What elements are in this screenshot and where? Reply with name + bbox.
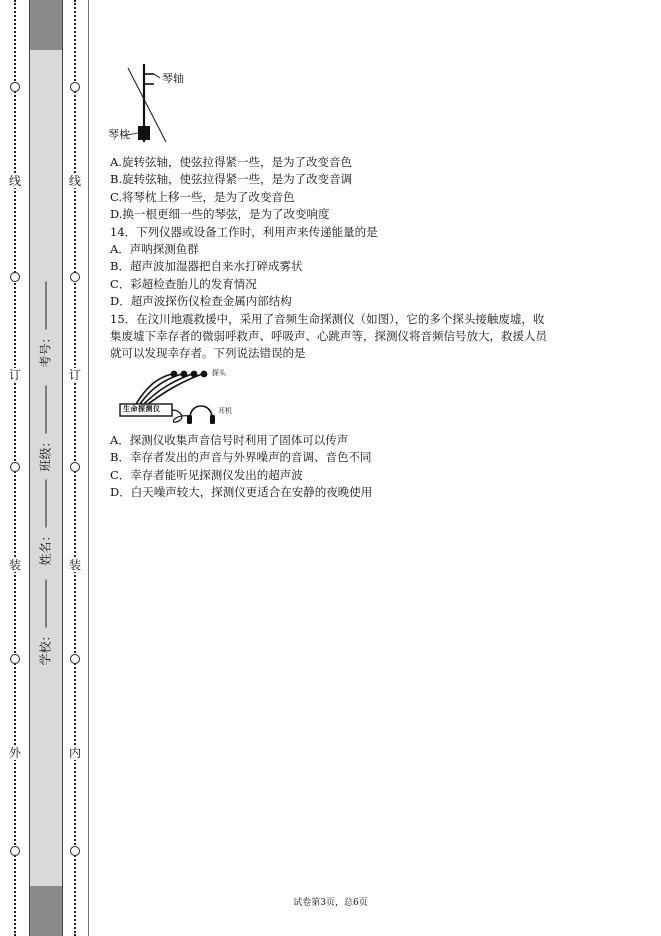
binding-hole-icon (10, 272, 20, 282)
margin-mark-xian: 线 (66, 174, 84, 188)
binding-hole-icon (70, 272, 80, 282)
q14-option-a: A．声呐探测鱼群 (110, 242, 199, 257)
q15-option-c: C．幸存者能听见探测仪发出的超声波 (110, 467, 303, 482)
q13-option-d: D.换一根更细一些的琴弦，是为了改变响度 (110, 207, 330, 222)
margin-mark-nei: 内 (66, 746, 84, 760)
q15-option-b: B．幸存者发出的声音与外界噪声的音调、音色不同 (110, 450, 372, 465)
life-detector-icon (116, 364, 246, 428)
q15-stem-line: 就可以发现幸存者。下列说法错误的是 (110, 346, 306, 361)
binding-hole-icon (10, 82, 20, 92)
school-field[interactable]: 学校： (37, 632, 54, 666)
pillow-label: 琴枕 (108, 128, 130, 141)
q14-option-b: B．超声波加湿器把自来水打碎成雾状 (110, 259, 303, 274)
q15-stem-line: 集废墟下幸存者的微弱呼救声、呼吸声、心跳声等，探测仪将音频信号放大，救援人员 (110, 329, 547, 344)
margin-mark-ding: 订 (66, 368, 84, 382)
margin-mark-zhuang: 装 (66, 558, 84, 572)
binding-hole-icon (10, 846, 20, 856)
shaft-label: 琴轴 (162, 72, 184, 85)
q13-option-c: C.将琴枕上移一些，是为了改变音色 (110, 189, 295, 204)
q14-option-d: D．超声波探伤仪检查金属内部结构 (110, 294, 292, 309)
inner-dotted-line (70, 0, 80, 936)
probe-label: 探头 (212, 369, 226, 377)
margin-mark-ding: 订 (6, 368, 24, 382)
binding-hole-icon (70, 462, 80, 472)
class-field[interactable]: 班级： (37, 438, 54, 472)
page-footer: 试卷第3页，总6页 (293, 898, 368, 908)
device-label: 生命探测仪 (123, 404, 161, 413)
exam-number-field[interactable]: 考号： (37, 334, 54, 368)
life-detector-figure (116, 364, 246, 428)
q15-options (110, 432, 580, 502)
earphone-label: 耳机 (218, 407, 232, 415)
q15-option-d: D．白天噪声较大，探测仪更适合在安静的夜晚使用 (110, 485, 373, 500)
margin-border-line (88, 0, 89, 936)
margin-mark-zhuang: 装 (6, 558, 24, 572)
outer-dotted-line (10, 0, 20, 936)
erhu-figure (108, 60, 198, 148)
q14-option-c: C．彩超检查胎儿的发育情况 (110, 276, 257, 291)
q15-stem-line: 15．在汶川地震救援中，采用了音频生命探测仪（如图），它的多个探头接触废墟，收 (110, 311, 545, 326)
q15-option-a: A．探测仪收集声音信号时利用了固体可以传声 (110, 433, 349, 447)
binding-hole-icon (10, 462, 20, 472)
q14-stem: 14．下列仪器或设备工作时，利用声来传递能量的是 (110, 224, 378, 239)
binding-hole-icon (70, 846, 80, 856)
margin-mark-xian: 线 (6, 174, 24, 188)
binding-hole-icon (70, 82, 80, 92)
margin-mark-wai: 外 (6, 746, 24, 760)
q13-option-a: A.旋转弦轴，使弦拉得紧一些，是为了改变音色 (110, 155, 352, 169)
q13-option-b: B.旋转弦轴，使弦拉得紧一些，是为了改变音调 (110, 172, 353, 187)
binding-hole-icon (10, 654, 20, 664)
binding-hole-icon (70, 654, 80, 664)
question-content (110, 154, 580, 363)
binding-margin (0, 0, 92, 936)
name-field[interactable]: 姓名： (37, 532, 54, 566)
